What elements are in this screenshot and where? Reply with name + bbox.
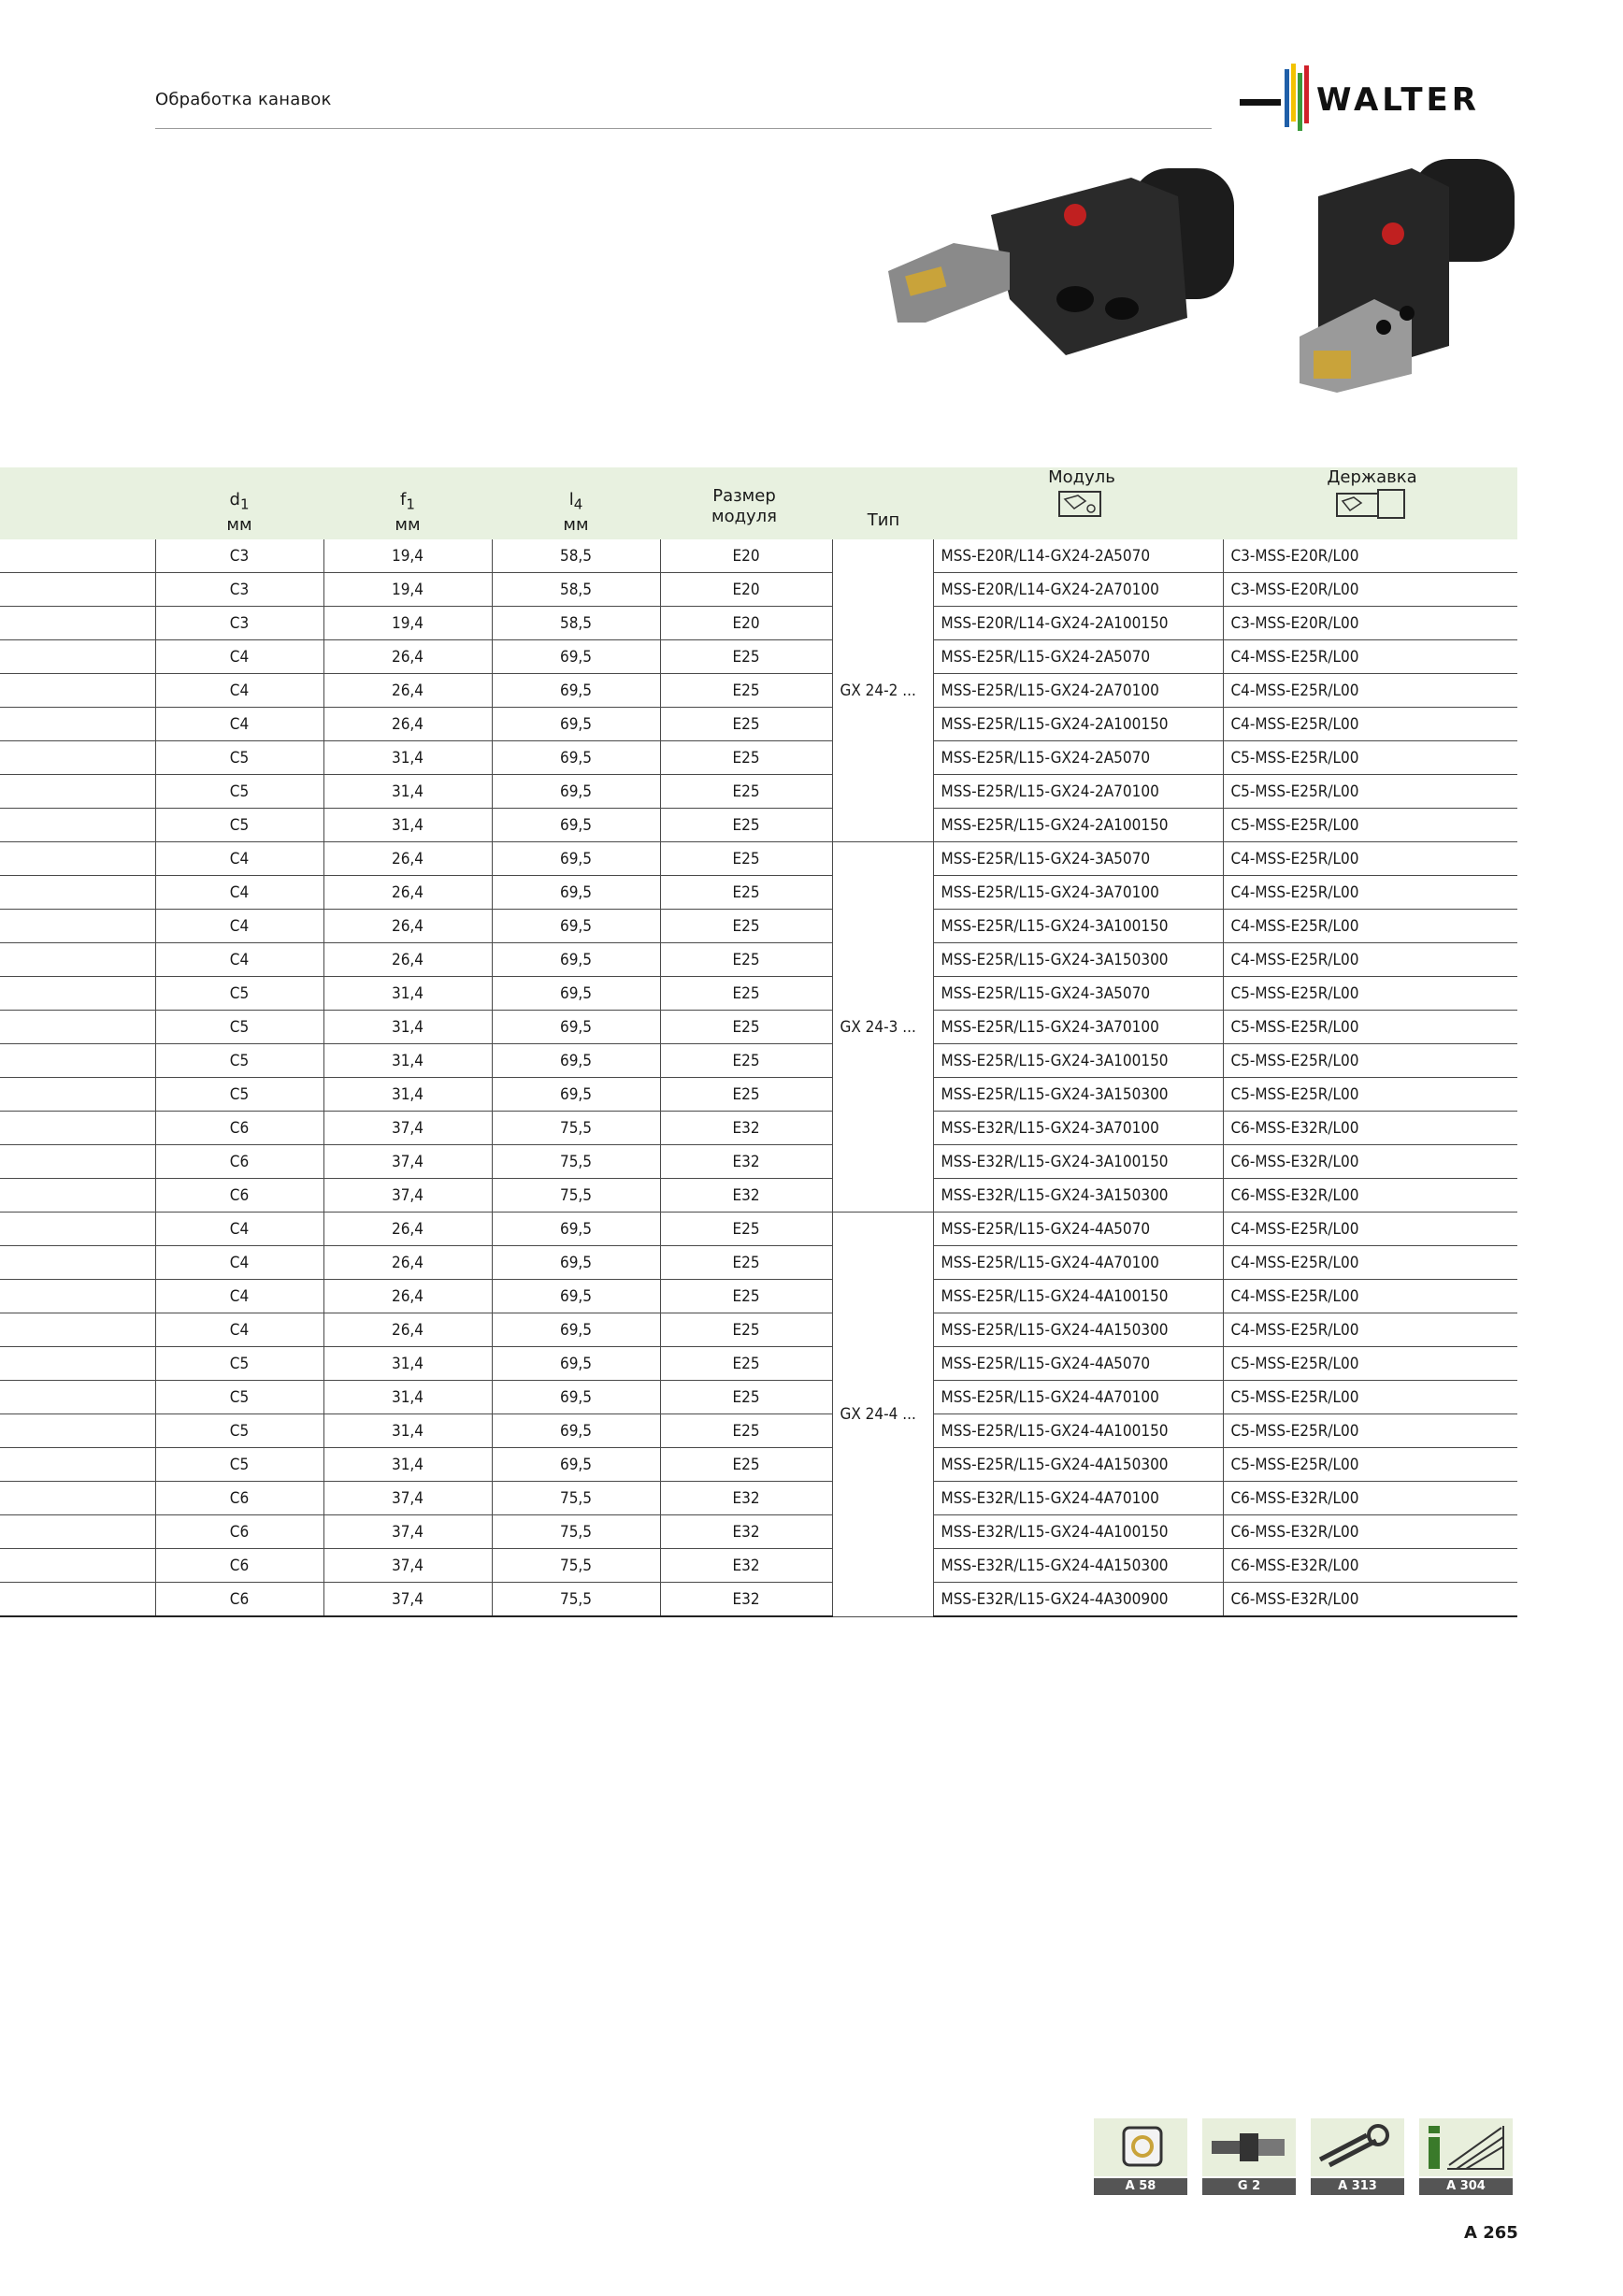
cell-d1: C5: [155, 775, 323, 809]
cell-d1: C3: [155, 607, 323, 640]
cell-spacer: [0, 1381, 155, 1414]
cell-f1: 31,4: [323, 741, 492, 775]
cell-l4: 75,5: [492, 1145, 660, 1179]
cell-module-size: E25: [660, 1381, 832, 1414]
module-holder-photo-2: [1300, 159, 1515, 393]
cell-module-size: E32: [660, 1482, 832, 1515]
cell-module: MSS-E25R/L15-GX24-3A100150: [933, 1044, 1223, 1078]
cell-holder: C4-MSS-E25R/L00: [1223, 640, 1517, 674]
cell-module-size: E25: [660, 1011, 832, 1044]
cell-holder: C6-MSS-E32R/L00: [1223, 1583, 1517, 1617]
cell-module: MSS-E32R/L15-GX24-4A70100: [933, 1482, 1223, 1515]
module-icon: [1057, 488, 1106, 520]
cell-spacer: [0, 539, 155, 573]
cell-module: MSS-E25R/L15-GX24-4A150300: [933, 1313, 1223, 1347]
cell-l4: 75,5: [492, 1482, 660, 1515]
cell-d1: C4: [155, 1280, 323, 1313]
cell-d1: C4: [155, 943, 323, 977]
cell-f1: 26,4: [323, 910, 492, 943]
ref-insert[interactable]: [1094, 2118, 1187, 2195]
cell-f1: 19,4: [323, 607, 492, 640]
cell-module: MSS-E32R/L15-GX24-3A150300: [933, 1179, 1223, 1213]
ref-info-label: A 304: [1419, 2178, 1513, 2195]
cell-module-size: E20: [660, 539, 832, 573]
cell-module-size: E25: [660, 1448, 832, 1482]
cell-module-size: E25: [660, 640, 832, 674]
cell-l4: 69,5: [492, 674, 660, 708]
cell-holder: C4-MSS-E25R/L00: [1223, 876, 1517, 910]
table-row: [0, 708, 1517, 741]
cell-d1: C5: [155, 977, 323, 1011]
cell-d1: C4: [155, 842, 323, 876]
table-row: [0, 1280, 1517, 1313]
cell-module: MSS-E25R/L15-GX24-4A100150: [933, 1280, 1223, 1313]
cell-d1: C4: [155, 1246, 323, 1280]
section-title: Обработка канавок: [155, 90, 332, 109]
cell-holder: C5-MSS-E25R/L00: [1223, 1011, 1517, 1044]
ref-info[interactable]: [1419, 2118, 1513, 2195]
cell-module: MSS-E25R/L15-GX24-3A150300: [933, 943, 1223, 977]
table-row: [0, 1381, 1517, 1414]
cell-module: MSS-E25R/L15-GX24-4A100150: [933, 1414, 1223, 1448]
cell-module: MSS-E25R/L15-GX24-4A70100: [933, 1246, 1223, 1280]
cell-holder: C5-MSS-E25R/L00: [1223, 1381, 1517, 1414]
cell-spacer: [0, 842, 155, 876]
cell-l4: 69,5: [492, 708, 660, 741]
cell-module-size: E32: [660, 1145, 832, 1179]
cell-d1: C4: [155, 1213, 323, 1246]
cell-holder: C3-MSS-E20R/L00: [1223, 607, 1517, 640]
cell-l4: 69,5: [492, 1313, 660, 1347]
insert-icon: [1094, 2118, 1187, 2176]
cell-holder: C4-MSS-E25R/L00: [1223, 1313, 1517, 1347]
table-row: [0, 1313, 1517, 1347]
cell-d1: C4: [155, 876, 323, 910]
cell-spacer: [0, 708, 155, 741]
cell-module: MSS-E25R/L15-GX24-2A100150: [933, 809, 1223, 842]
cell-d1: C5: [155, 809, 323, 842]
cell-module-size: E25: [660, 1078, 832, 1112]
cell-spacer: [0, 1549, 155, 1583]
cell-f1: 37,4: [323, 1583, 492, 1617]
cell-module: MSS-E25R/L15-GX24-3A5070: [933, 842, 1223, 876]
ref-toolholder[interactable]: [1202, 2118, 1296, 2195]
cell-l4: 69,5: [492, 1381, 660, 1414]
cell-f1: 31,4: [323, 809, 492, 842]
product-table: [0, 467, 1517, 1617]
cell-module-size: E25: [660, 775, 832, 809]
cell-module-size: E25: [660, 1246, 832, 1280]
cell-holder: C4-MSS-E25R/L00: [1223, 708, 1517, 741]
cell-module: MSS-E25R/L15-GX24-2A5070: [933, 640, 1223, 674]
cell-type: GX 24-3 ...: [832, 842, 933, 1213]
cell-f1: 31,4: [323, 1414, 492, 1448]
cell-module-size: E32: [660, 1583, 832, 1617]
cell-f1: 19,4: [323, 539, 492, 573]
cell-module: MSS-E32R/L15-GX24-3A70100: [933, 1112, 1223, 1145]
cell-module: MSS-E25R/L15-GX24-3A150300: [933, 1078, 1223, 1112]
cell-module: MSS-E25R/L15-GX24-3A70100: [933, 1011, 1223, 1044]
cell-f1: 31,4: [323, 1044, 492, 1078]
cell-module: MSS-E32R/L15-GX24-4A100150: [933, 1515, 1223, 1549]
col-header-type: Тип: [867, 510, 900, 530]
cell-module-size: E25: [660, 809, 832, 842]
cell-module-size: E25: [660, 741, 832, 775]
table-row: [0, 1515, 1517, 1549]
cell-spacer: [0, 1448, 155, 1482]
cell-f1: 37,4: [323, 1112, 492, 1145]
wrench-icon: [1311, 2118, 1404, 2176]
table-row: [0, 1179, 1517, 1213]
table-row: [0, 1482, 1517, 1515]
col-header-holder: Державка: [1227, 467, 1517, 525]
cell-module-size: E32: [660, 1549, 832, 1583]
cell-l4: 69,5: [492, 1448, 660, 1482]
cell-spacer: [0, 775, 155, 809]
table-row: [0, 1112, 1517, 1145]
cell-module: MSS-E25R/L15-GX24-3A70100: [933, 876, 1223, 910]
cell-spacer: [0, 1044, 155, 1078]
ref-insert-label: A 58: [1094, 2178, 1187, 2195]
cell-l4: 69,5: [492, 809, 660, 842]
cell-l4: 69,5: [492, 910, 660, 943]
cell-module: MSS-E25R/L15-GX24-4A5070: [933, 1213, 1223, 1246]
table-row: [0, 1044, 1517, 1078]
cell-module: MSS-E25R/L15-GX24-4A5070: [933, 1347, 1223, 1381]
table-row: [0, 1583, 1517, 1617]
cell-module-size: E25: [660, 1280, 832, 1313]
cell-f1: 26,4: [323, 876, 492, 910]
cell-l4: 69,5: [492, 741, 660, 775]
toolholder-icon: [1202, 2118, 1296, 2176]
cell-spacer: [0, 1347, 155, 1381]
cell-module: MSS-E20R/L14-GX24-2A100150: [933, 607, 1223, 640]
cell-f1: 26,4: [323, 943, 492, 977]
cell-f1: 37,4: [323, 1549, 492, 1583]
col-header-module: Модуль: [937, 467, 1227, 525]
cell-holder: C6-MSS-E32R/L00: [1223, 1179, 1517, 1213]
header-rule: [155, 128, 1212, 129]
cell-module: MSS-E32R/L15-GX24-4A300900: [933, 1583, 1223, 1617]
cell-f1: 26,4: [323, 1280, 492, 1313]
cell-spacer: [0, 876, 155, 910]
cell-module: MSS-E25R/L15-GX24-2A100150: [933, 708, 1223, 741]
cell-spacer: [0, 1179, 155, 1213]
cell-module-size: E25: [660, 1347, 832, 1381]
cell-holder: C5-MSS-E25R/L00: [1223, 1044, 1517, 1078]
cell-l4: 69,5: [492, 1280, 660, 1313]
cell-spacer: [0, 573, 155, 607]
cell-spacer: [0, 674, 155, 708]
table-row: [0, 573, 1517, 607]
cell-module-size: E32: [660, 1112, 832, 1145]
cell-spacer: [0, 809, 155, 842]
cell-spacer: [0, 1414, 155, 1448]
table-row: [0, 741, 1517, 775]
cell-f1: 31,4: [323, 1448, 492, 1482]
cell-module: MSS-E25R/L15-GX24-3A5070: [933, 977, 1223, 1011]
cell-d1: C5: [155, 1044, 323, 1078]
cell-spacer: [0, 1213, 155, 1246]
cell-module: MSS-E25R/L15-GX24-4A70100: [933, 1381, 1223, 1414]
brand-name: WALTER: [1316, 81, 1480, 119]
cell-spacer: [0, 1246, 155, 1280]
cell-d1: C4: [155, 910, 323, 943]
cell-l4: 69,5: [492, 1011, 660, 1044]
cell-spacer: [0, 640, 155, 674]
cell-holder: C6-MSS-E32R/L00: [1223, 1145, 1517, 1179]
cell-holder: C4-MSS-E25R/L00: [1223, 943, 1517, 977]
cell-d1: C6: [155, 1549, 323, 1583]
cell-f1: 37,4: [323, 1515, 492, 1549]
cell-d1: C5: [155, 1078, 323, 1112]
cell-module-size: E25: [660, 1414, 832, 1448]
cell-module-size: E32: [660, 1179, 832, 1213]
cell-module-size: E25: [660, 1313, 832, 1347]
cell-module: MSS-E25R/L15-GX24-2A5070: [933, 741, 1223, 775]
cell-f1: 26,4: [323, 1313, 492, 1347]
cell-f1: 26,4: [323, 708, 492, 741]
cell-holder: C4-MSS-E25R/L00: [1223, 674, 1517, 708]
cell-holder: C5-MSS-E25R/L00: [1223, 1414, 1517, 1448]
cell-holder: C5-MSS-E25R/L00: [1223, 775, 1517, 809]
cell-d1: C4: [155, 640, 323, 674]
cell-module: MSS-E32R/L15-GX24-4A150300: [933, 1549, 1223, 1583]
cell-holder: C5-MSS-E25R/L00: [1223, 741, 1517, 775]
cell-spacer: [0, 1482, 155, 1515]
cell-module: MSS-E20R/L14-GX24-2A5070: [933, 539, 1223, 573]
cell-d1: C3: [155, 573, 323, 607]
cell-module-size: E25: [660, 1044, 832, 1078]
col-header-f1: $f_1$ мм: [395, 490, 421, 535]
cell-module-size: E25: [660, 708, 832, 741]
cell-spacer: [0, 1011, 155, 1044]
cell-l4: 69,5: [492, 842, 660, 876]
table-row: [0, 809, 1517, 842]
table-row: [0, 674, 1517, 708]
cell-spacer: [0, 1313, 155, 1347]
table-row: [0, 1213, 1517, 1246]
cell-module-size: E20: [660, 607, 832, 640]
cell-d1: C6: [155, 1515, 323, 1549]
cell-f1: 31,4: [323, 1078, 492, 1112]
cell-d1: C5: [155, 1448, 323, 1482]
cell-module: MSS-E32R/L15-GX24-3A100150: [933, 1145, 1223, 1179]
cell-l4: 69,5: [492, 1414, 660, 1448]
data-grid: [0, 539, 1517, 1617]
cell-module: MSS-E25R/L15-GX24-3A100150: [933, 910, 1223, 943]
cell-f1: 26,4: [323, 842, 492, 876]
cell-d1: C5: [155, 1414, 323, 1448]
cell-f1: 31,4: [323, 977, 492, 1011]
table-row: [0, 1246, 1517, 1280]
cell-d1: C5: [155, 741, 323, 775]
cell-module-size: E25: [660, 876, 832, 910]
cell-spacer: [0, 1280, 155, 1313]
cell-f1: 26,4: [323, 640, 492, 674]
cell-l4: 58,5: [492, 539, 660, 573]
table-row: [0, 775, 1517, 809]
cell-spacer: [0, 1145, 155, 1179]
cell-f1: 26,4: [323, 1246, 492, 1280]
cell-spacer: [0, 1583, 155, 1617]
table-row: [0, 977, 1517, 1011]
cell-d1: C5: [155, 1011, 323, 1044]
table-row: [0, 1414, 1517, 1448]
cell-f1: 37,4: [323, 1145, 492, 1179]
table-row: [0, 539, 1517, 573]
cell-l4: 69,5: [492, 876, 660, 910]
cell-d1: C6: [155, 1482, 323, 1515]
info-chart-icon: [1419, 2118, 1513, 2176]
cell-d1: C4: [155, 708, 323, 741]
cell-f1: 31,4: [323, 1347, 492, 1381]
cell-module-size: E25: [660, 977, 832, 1011]
module-holder-photo-1: [888, 168, 1234, 355]
cell-d1: C3: [155, 539, 323, 573]
cell-module-size: E25: [660, 910, 832, 943]
table-row: [0, 910, 1517, 943]
cell-f1: 26,4: [323, 674, 492, 708]
cell-spacer: [0, 943, 155, 977]
cell-d1: C6: [155, 1583, 323, 1617]
cell-module-size: E25: [660, 943, 832, 977]
cell-f1: 31,4: [323, 1381, 492, 1414]
cell-l4: 75,5: [492, 1112, 660, 1145]
cell-d1: C4: [155, 1313, 323, 1347]
holder-icon: [1335, 488, 1410, 520]
cell-f1: 26,4: [323, 1213, 492, 1246]
cell-l4: 75,5: [492, 1179, 660, 1213]
ref-wrench[interactable]: [1311, 2118, 1404, 2195]
cell-f1: 31,4: [323, 1011, 492, 1044]
table-row: [0, 1145, 1517, 1179]
cell-holder: C6-MSS-E32R/L00: [1223, 1549, 1517, 1583]
cell-spacer: [0, 910, 155, 943]
cell-module: MSS-E25R/L15-GX24-2A70100: [933, 674, 1223, 708]
table-row: [0, 943, 1517, 977]
cell-l4: 75,5: [492, 1549, 660, 1583]
table-header: [0, 467, 1517, 539]
table-row: [0, 1011, 1517, 1044]
cell-l4: 69,5: [492, 1347, 660, 1381]
cell-holder: C4-MSS-E25R/L00: [1223, 842, 1517, 876]
cell-d1: C6: [155, 1112, 323, 1145]
table-row: [0, 607, 1517, 640]
walter-logo: [1240, 60, 1520, 138]
table-row: [0, 842, 1517, 876]
cell-f1: 31,4: [323, 775, 492, 809]
cell-l4: 69,5: [492, 775, 660, 809]
cell-module: MSS-E25R/L15-GX24-4A150300: [933, 1448, 1223, 1482]
cell-spacer: [0, 741, 155, 775]
cell-f1: 19,4: [323, 573, 492, 607]
cell-holder: C6-MSS-E32R/L00: [1223, 1482, 1517, 1515]
cell-f1: 37,4: [323, 1179, 492, 1213]
cell-spacer: [0, 1078, 155, 1112]
cell-d1: C4: [155, 674, 323, 708]
cell-spacer: [0, 1112, 155, 1145]
cell-holder: C5-MSS-E25R/L00: [1223, 1448, 1517, 1482]
cell-l4: 75,5: [492, 1583, 660, 1617]
cell-holder: C6-MSS-E32R/L00: [1223, 1515, 1517, 1549]
cell-module-size: E25: [660, 842, 832, 876]
cell-module-size: E20: [660, 573, 832, 607]
cell-l4: 69,5: [492, 977, 660, 1011]
cell-module: MSS-E20R/L14-GX24-2A70100: [933, 573, 1223, 607]
ref-toolholder-label: G 2: [1202, 2178, 1296, 2195]
col-header-module-size: Размер модуля: [711, 486, 778, 526]
cell-l4: 69,5: [492, 1246, 660, 1280]
cell-holder: C3-MSS-E20R/L00: [1223, 539, 1517, 573]
col-header-l4: $l_4$ мм: [563, 490, 589, 535]
table-row: [0, 1347, 1517, 1381]
table-row: [0, 1078, 1517, 1112]
page-number: A 265: [1464, 2223, 1518, 2243]
cell-l4: 69,5: [492, 1213, 660, 1246]
cell-l4: 75,5: [492, 1515, 660, 1549]
table-row: [0, 640, 1517, 674]
cell-spacer: [0, 607, 155, 640]
cell-f1: 37,4: [323, 1482, 492, 1515]
cell-d1: C6: [155, 1179, 323, 1213]
cell-d1: C6: [155, 1145, 323, 1179]
cell-holder: C4-MSS-E25R/L00: [1223, 1246, 1517, 1280]
ref-wrench-label: A 313: [1311, 2178, 1404, 2195]
cell-l4: 69,5: [492, 943, 660, 977]
cell-module: MSS-E25R/L15-GX24-2A70100: [933, 775, 1223, 809]
cell-holder: C3-MSS-E20R/L00: [1223, 573, 1517, 607]
cell-holder: C4-MSS-E25R/L00: [1223, 1280, 1517, 1313]
cell-spacer: [0, 1515, 155, 1549]
cell-holder: C5-MSS-E25R/L00: [1223, 1347, 1517, 1381]
cell-d1: C5: [155, 1347, 323, 1381]
cell-module-size: E32: [660, 1515, 832, 1549]
cell-holder: C5-MSS-E25R/L00: [1223, 809, 1517, 842]
cell-holder: C5-MSS-E25R/L00: [1223, 1078, 1517, 1112]
cell-holder: C5-MSS-E25R/L00: [1223, 977, 1517, 1011]
cell-type: GX 24-2 ...: [832, 539, 933, 842]
cell-l4: 58,5: [492, 573, 660, 607]
cell-holder: C4-MSS-E25R/L00: [1223, 910, 1517, 943]
cell-l4: 58,5: [492, 607, 660, 640]
cell-l4: 69,5: [492, 640, 660, 674]
table-row: [0, 876, 1517, 910]
table-row: [0, 1549, 1517, 1583]
product-photos: [888, 159, 1524, 415]
cell-l4: 69,5: [492, 1044, 660, 1078]
cell-module-size: E25: [660, 1213, 832, 1246]
cell-l4: 69,5: [492, 1078, 660, 1112]
table-row: [0, 1448, 1517, 1482]
cell-holder: C6-MSS-E32R/L00: [1223, 1112, 1517, 1145]
cell-spacer: [0, 977, 155, 1011]
cell-d1: C5: [155, 1381, 323, 1414]
col-header-d1: $d_1$ мм: [226, 490, 252, 535]
cell-type: GX 24-4 ...: [832, 1213, 933, 1617]
cell-holder: C4-MSS-E25R/L00: [1223, 1213, 1517, 1246]
cell-module-size: E25: [660, 674, 832, 708]
